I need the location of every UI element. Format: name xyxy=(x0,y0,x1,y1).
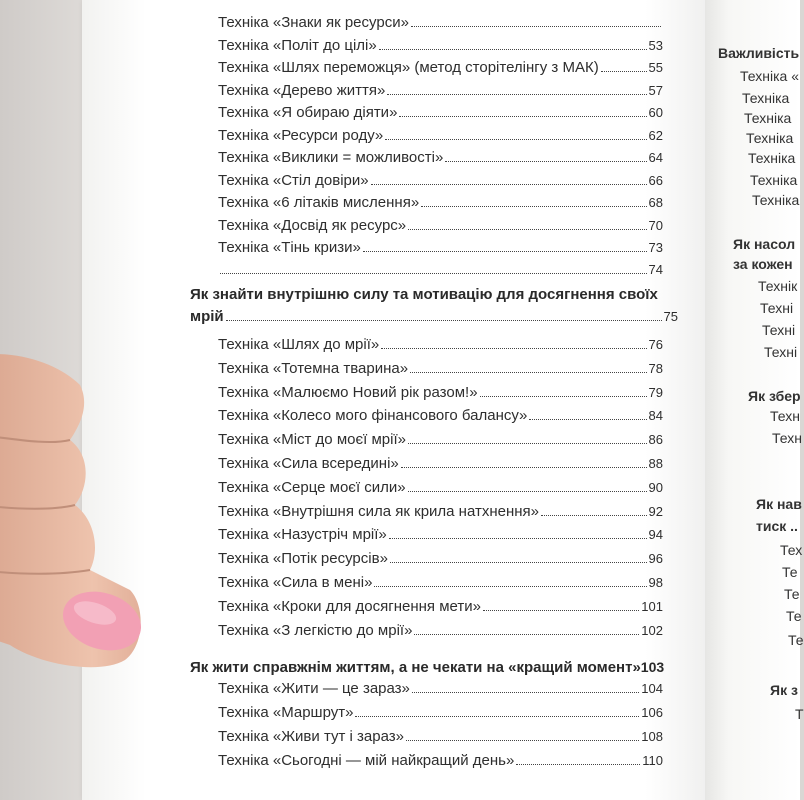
toc-page-number: 60 xyxy=(648,105,663,120)
right-toc-entry: Технік xyxy=(758,278,798,294)
toc-page-number: 96 xyxy=(648,551,663,567)
toc-entry-title: Техніка «Сьогодні — мій найкращий день» xyxy=(218,752,515,769)
toc-entry xyxy=(218,217,663,239)
dot-leader xyxy=(355,716,639,717)
toc-page-number: 92 xyxy=(648,503,663,519)
right-section-heading: тиск .. xyxy=(756,518,798,534)
right-section-heading: Як насол xyxy=(733,236,796,252)
toc-page-number: 79 xyxy=(648,384,663,400)
toc-entry-title: Техніка «Виклики = можливості» xyxy=(218,149,444,166)
toc-entry-title: Техніка «Досвід як ресурс» xyxy=(218,216,407,234)
right-toc-entry: Техніка xyxy=(744,110,792,126)
toc-page-number: 66 xyxy=(648,172,663,188)
dot-leader xyxy=(381,348,646,349)
toc-entry-title: Техніка «Маршрут» xyxy=(218,704,354,721)
dot-leader xyxy=(408,229,646,230)
dot-leader xyxy=(406,740,639,741)
right-toc-entry: Т xyxy=(795,706,804,722)
right-toc-entry: Техн xyxy=(770,408,800,424)
toc-entry xyxy=(218,360,663,382)
toc-entry-title: Техніка «Тінь кризи» xyxy=(218,239,361,256)
toc-entry xyxy=(218,127,663,149)
toc-entry xyxy=(218,384,663,406)
section-heading-title: Як жити справжнім життям, а не чекати на «кращий момент» xyxy=(190,659,641,676)
toc-page-number: 84 xyxy=(648,408,663,424)
toc-entry-title: Техніка «Колесо мого фінансового балансу» xyxy=(218,407,528,425)
toc-entry xyxy=(218,728,663,750)
right-toc-entry: Те xyxy=(786,608,802,624)
toc-entry-title: Техніка «Я обираю діяти» xyxy=(218,104,398,121)
toc-entry-title: Техніка «Жити — це зараз» xyxy=(218,680,410,697)
toc-entry-title: Техніка «Шлях до мрії» xyxy=(218,336,380,353)
toc-entry xyxy=(218,598,663,620)
right-section-heading: Як нав xyxy=(756,496,802,512)
dot-leader xyxy=(379,49,647,50)
right-toc-entry: Техніка xyxy=(750,172,798,188)
toc-entry-title: Техніка «Малюємо Новий рік разом!» xyxy=(218,383,478,401)
right-section-heading: Як збер xyxy=(748,388,801,404)
toc-entry xyxy=(218,431,663,453)
dot-leader xyxy=(389,538,647,539)
toc-entry xyxy=(218,149,663,171)
toc-entry-title: Техніка «Дерево життя» xyxy=(218,81,386,99)
section-heading-line2: мрій xyxy=(190,308,224,325)
toc-entry-title: Техніка «Міст до моєї мрії» xyxy=(218,431,406,449)
dot-leader xyxy=(411,26,661,27)
toc-entry xyxy=(218,172,663,194)
toc-page-number: 70 xyxy=(648,217,663,233)
hand-holding-book xyxy=(0,345,145,735)
right-toc-entry: Те xyxy=(782,564,798,580)
section-heading-line1: Як знайти внутрішню силу та мотивацію для досягнення своїх xyxy=(190,286,658,303)
toc-entry xyxy=(218,752,663,774)
toc-page-number: 108 xyxy=(641,729,663,744)
toc-entry-title: Техніка «Стіл довіри» xyxy=(218,171,369,189)
toc-entry xyxy=(218,59,663,81)
toc-page-number: 102 xyxy=(641,622,663,638)
toc-entry-title: Техніка «Живи тут і зараз» xyxy=(218,728,404,745)
toc-entry xyxy=(218,262,663,284)
toc-page-number: 74 xyxy=(648,261,663,277)
toc-entry xyxy=(218,37,663,59)
toc-entry xyxy=(218,82,663,104)
dot-leader xyxy=(385,139,646,140)
right-section-heading: за кожен xyxy=(733,256,793,272)
toc-page-number: 75 xyxy=(663,309,678,324)
dot-leader xyxy=(387,94,646,95)
dot-leader xyxy=(421,206,646,207)
dot-leader xyxy=(226,320,662,321)
dot-leader xyxy=(414,634,639,635)
toc-page-number: 64 xyxy=(648,150,663,165)
toc-entry-title: Техніка «Політ до цілі» xyxy=(218,36,377,54)
dot-leader xyxy=(399,116,646,117)
toc-page-number: 73 xyxy=(648,240,663,255)
dot-leader xyxy=(374,586,646,587)
section-heading xyxy=(190,284,678,328)
toc-entry xyxy=(218,574,663,596)
toc-entry xyxy=(218,526,663,548)
dot-leader xyxy=(516,764,640,765)
right-section-heading: Як з xyxy=(770,682,798,698)
toc-entry xyxy=(218,104,663,126)
toc-entry-title: Техніка «Сила в мені» xyxy=(218,574,373,591)
toc-entry xyxy=(218,455,663,477)
toc-entry-title: Техніка «Шлях переможця» (метод сторітелінгу з МАК) xyxy=(218,59,599,76)
toc-page-number: 90 xyxy=(648,479,663,495)
dot-leader xyxy=(529,419,646,420)
toc-page-number: 104 xyxy=(641,681,663,696)
toc-entry-title: Техніка «6 літаків мислення» xyxy=(218,194,420,211)
right-toc-entry: Техні xyxy=(764,344,798,360)
toc-page-number: 98 xyxy=(648,575,663,590)
toc-entry xyxy=(218,479,663,501)
toc-entry-title: Техніка «Внутрішня сила як крила натхнення» xyxy=(218,502,539,520)
right-toc-entry: Техніка xyxy=(748,150,796,166)
toc-page-number: 68 xyxy=(648,195,663,210)
dot-leader xyxy=(371,184,647,185)
dot-leader xyxy=(445,161,646,162)
right-toc-entry: Техніка « xyxy=(740,68,799,84)
dot-leader xyxy=(480,396,647,397)
toc-entry xyxy=(218,336,663,358)
right-toc-entry: Техніка xyxy=(752,192,800,208)
toc-entry xyxy=(218,194,663,216)
toc-entry-title: Техніка «Кроки для досягнення мети» xyxy=(218,597,481,615)
toc-page-number: 62 xyxy=(648,127,663,143)
right-toc-entry: Техні xyxy=(762,322,796,338)
toc-page-number: 110 xyxy=(642,753,663,768)
toc-entry-title: Техніка «З легкістю до мрії» xyxy=(218,621,413,639)
toc-entry xyxy=(218,704,663,726)
dot-leader xyxy=(363,251,647,252)
dot-leader xyxy=(410,372,646,373)
toc-entry-title: Техніка «Назустріч мрії» xyxy=(218,526,387,544)
dot-leader xyxy=(408,443,647,444)
dot-leader xyxy=(601,71,647,72)
right-toc-entry: Те xyxy=(788,632,804,648)
right-toc-entry: Техні xyxy=(760,300,794,316)
toc-page-number: 57 xyxy=(648,82,663,98)
toc-page-number: 88 xyxy=(648,456,663,471)
toc-page-number: 78 xyxy=(648,360,663,376)
toc-entry xyxy=(218,503,663,525)
right-section-heading: Важливість xyxy=(718,45,800,61)
toc-entry-title: Техніка «Потік ресурсів» xyxy=(218,550,388,568)
toc-entry xyxy=(218,407,663,429)
right-toc-entry: Техніка xyxy=(746,130,794,146)
toc-page-number: 94 xyxy=(648,527,663,543)
toc-entry-title: Техніка «Тотемна тварина» xyxy=(218,359,409,377)
dot-leader xyxy=(412,692,639,693)
toc-page-number: 55 xyxy=(648,60,663,75)
dot-leader xyxy=(220,273,647,274)
toc-page-number: 106 xyxy=(641,705,663,720)
toc-entry-title: Техніка «Сила всередині» xyxy=(218,455,399,472)
section-heading xyxy=(190,656,678,679)
toc-entry xyxy=(218,239,663,261)
dot-leader xyxy=(541,515,647,516)
right-toc-entry: Тех xyxy=(780,542,803,558)
toc-page-number: 86 xyxy=(648,432,663,448)
right-toc-entry: Те xyxy=(784,586,800,602)
toc-page-number: 53 xyxy=(648,37,663,53)
dot-leader xyxy=(483,610,639,611)
toc-page-number: 101 xyxy=(641,598,663,614)
toc-entry-title: Техніка «Серце моєї сили» xyxy=(218,478,406,496)
dot-leader xyxy=(401,467,647,468)
dot-leader xyxy=(408,491,647,492)
toc-entry xyxy=(218,14,663,36)
toc-entry-title: Техніка «Ресурси роду» xyxy=(218,126,384,144)
right-toc-entry: Техн xyxy=(772,430,802,446)
dot-leader xyxy=(390,562,647,563)
toc-page-number: 103 xyxy=(640,659,665,675)
toc-page-number: 76 xyxy=(648,337,663,352)
right-toc-entry: Техніка xyxy=(742,90,790,106)
toc-entry xyxy=(218,622,663,644)
toc-entry xyxy=(218,680,663,702)
toc-entry-title: Техніка «Знаки як ресурси» xyxy=(218,14,409,31)
toc-entry xyxy=(218,550,663,572)
